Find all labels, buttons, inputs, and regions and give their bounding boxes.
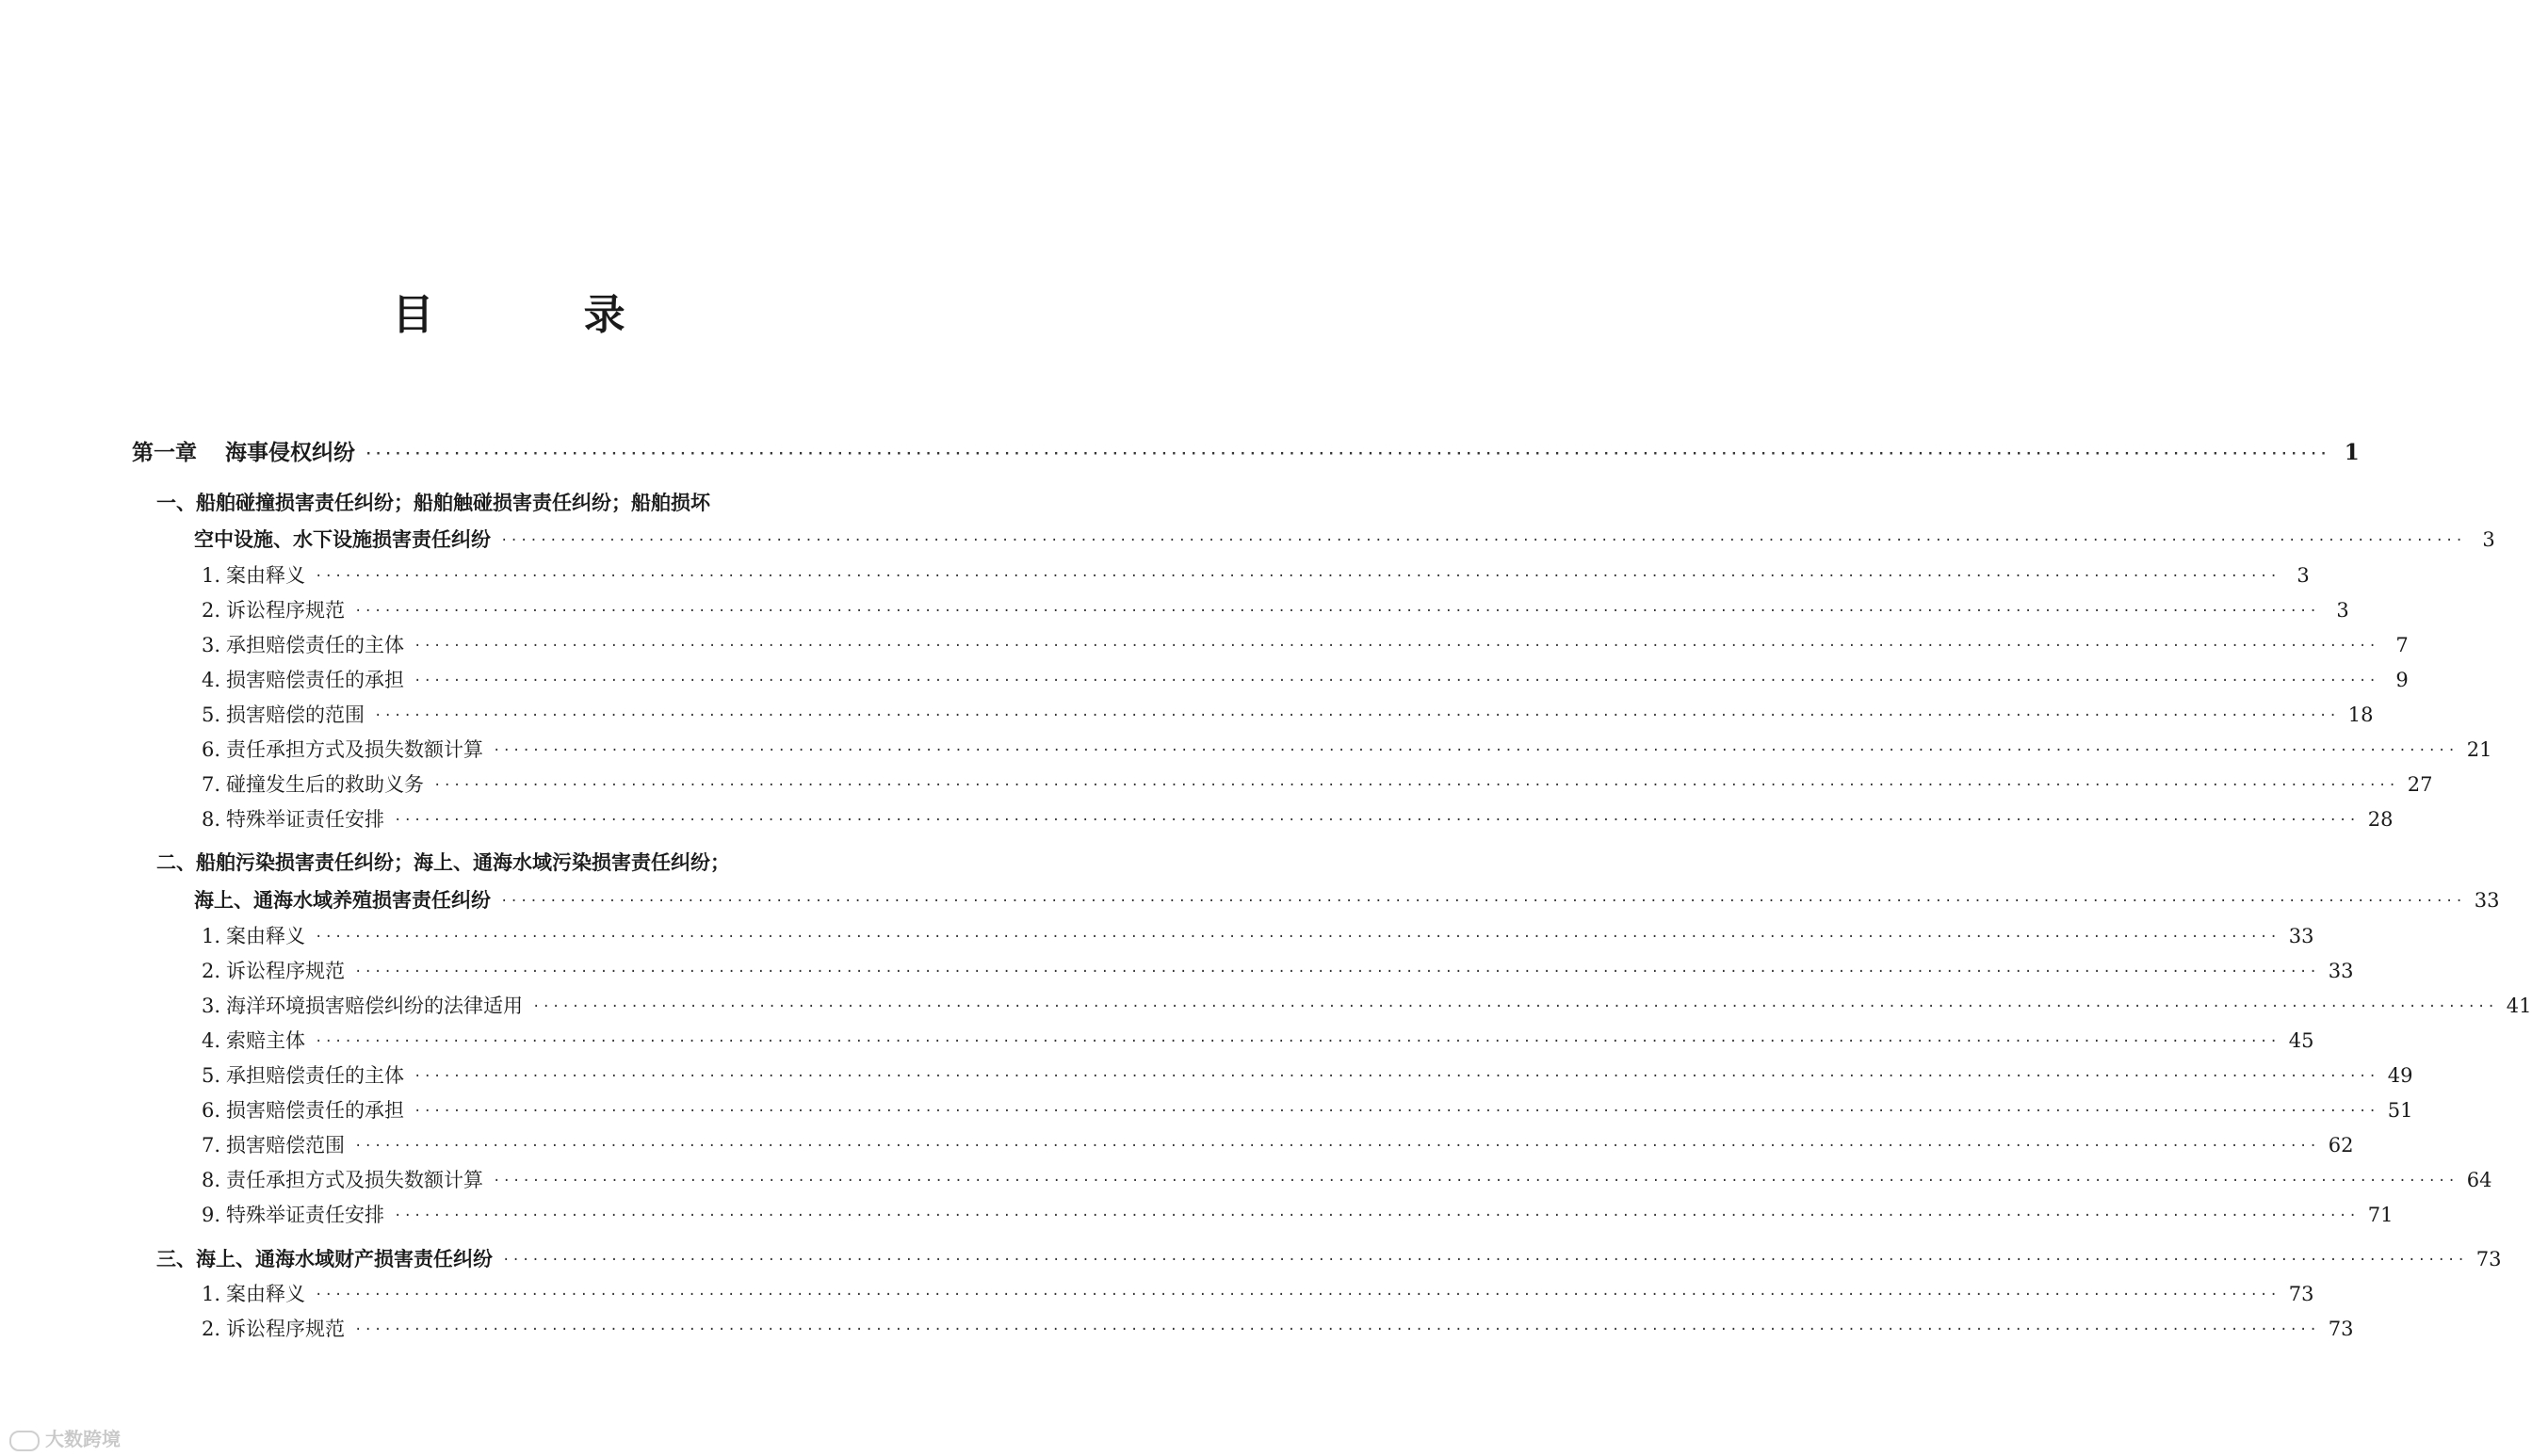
page-number: 33 [2474, 889, 2500, 912]
toc-item[interactable]: 7. 损害赔偿范围 ········································································································································································································ 62 [202, 1134, 2354, 1157]
page-number: 73 [2288, 1283, 2314, 1305]
toc-item[interactable]: 3. 海洋环境损害赔偿纠纷的法律适用 ········································································································································································································ 41 [202, 995, 2532, 1017]
toc-item[interactable]: 1. 案由释义 ········································································································································································································ 73 [202, 1283, 2314, 1305]
toc-item[interactable]: 4. 索赔主体 ········································································································································································································ 45 [202, 1029, 2314, 1052]
page-number: 62 [2328, 1134, 2354, 1157]
toc-item[interactable]: 6. 损害赔偿责任的承担 ········································································································································································································ 51 [202, 1099, 2413, 1122]
leader-dots: ········································································································································································································ [433, 778, 2398, 793]
page-number: 49 [2387, 1064, 2413, 1087]
toc-item[interactable]: 3. 承担赔偿责任的主体 ········································································································································································································ 7 [202, 634, 2409, 656]
toc-item[interactable]: 6. 责任承担方式及损失数额计算 ········································································································································································································ 21 [202, 738, 2492, 761]
toc-item[interactable]: 4. 损害赔偿责任的承担 ········································································································································································································ 9 [202, 669, 2409, 691]
leader-dots: ········································································································································································································ [493, 743, 2458, 758]
page-number: 73 [2475, 1248, 2502, 1270]
leader-dots: ········································································································································································································ [354, 1139, 2319, 1154]
section-1-head: 一、船舶碰撞损害责任纠纷；船舶触碰损害责任纠纷；船舶损坏 [156, 491, 710, 514]
toc-item[interactable]: 1. 案由释义 ········································································································································································································ 3 [202, 564, 2310, 587]
watermark-logo-icon [9, 1431, 40, 1451]
toc-item[interactable]: 7. 碰撞发生后的救助义务 ········································································································································································································ 27 [202, 773, 2433, 796]
page-number: 64 [2466, 1169, 2492, 1191]
leader-dots: ········································································································································································································ [354, 964, 2319, 979]
leader-dots: ········································································································································································································ [374, 708, 2339, 723]
page-number: 3 [2482, 528, 2495, 551]
page-number: 71 [2367, 1204, 2394, 1226]
section-label: 空中设施、水下设施损害责任纠纷 [194, 527, 491, 551]
leader-dots: ········································································································································································································ [354, 604, 2319, 619]
page-number: 18 [2347, 704, 2374, 726]
leader-dots: ········································································································································································································ [315, 1287, 2280, 1302]
page-number: 7 [2395, 634, 2409, 656]
leader-dots: ········································································································································································································ [414, 1069, 2378, 1084]
page-number: 3 [2297, 564, 2310, 587]
leader-dots: ········································································································································································································ [414, 639, 2378, 654]
toc-item[interactable]: 1. 案由释义 ········································································································································································································ 33 [202, 925, 2314, 947]
page-number: 3 [2336, 599, 2349, 622]
section-label: 三、海上、通海水域财产损害责任纠纷 [156, 1247, 493, 1270]
leader-dots: ········································································································································································································ [315, 569, 2280, 584]
leader-dots: ········································································································································································································ [500, 533, 2465, 548]
toc-item[interactable]: 8. 特殊举证责任安排 ········································································································································································································ 28 [202, 808, 2394, 831]
section-2-head: 二、船舶污染损害责任纠纷；海上、通海水域污染损害责任纠纷； [156, 850, 730, 874]
leader-dots: ········································································································································································································ [493, 1173, 2458, 1189]
leader-dots: ········································································································································································································ [354, 1322, 2319, 1337]
leader-dots: ········································································································································································································ [315, 1034, 2280, 1049]
page-number: 9 [2395, 669, 2409, 691]
chapter-label: 第一章 海事侵权纠纷 [132, 440, 355, 465]
leader-dots: ········································································································································································································ [500, 894, 2465, 909]
page-number: 33 [2328, 960, 2354, 982]
page-number: 45 [2288, 1029, 2314, 1052]
page-number: 28 [2367, 808, 2394, 831]
toc-section-3[interactable] [156, 1244, 2502, 1272]
leader-dots: ········································································································································································································ [502, 1253, 2467, 1268]
page-number: 27 [2407, 773, 2433, 796]
leader-dots: ········································································································································································································ [394, 1208, 2359, 1223]
page-number: 41 [2506, 995, 2532, 1017]
page-number: 73 [2328, 1318, 2354, 1340]
leader-dots: ········································································································································································································ [414, 1104, 2378, 1119]
page-number: 51 [2387, 1099, 2413, 1122]
toc-item[interactable]: 5. 损害赔偿的范围 ········································································································································································································ 18 [202, 704, 2374, 726]
toc-item[interactable]: 9. 特殊举证责任安排 ········································································································································································································ 71 [202, 1204, 2394, 1226]
watermark: 大数跨境 [9, 1424, 121, 1451]
toc-item[interactable]: 2. 诉讼程序规范 ········································································································································································································ 33 [202, 960, 2354, 982]
leader-dots: ········································································································································································································ [365, 446, 2329, 461]
toc-item[interactable]: 2. 诉讼程序规范 ········································································································································································································ 73 [202, 1318, 2354, 1340]
page-number: 33 [2288, 925, 2314, 947]
toc-item[interactable]: 8. 责任承担方式及损失数额计算 ········································································································································································································ 64 [202, 1169, 2492, 1191]
toc-section-2[interactable] [194, 885, 2500, 914]
toc-item[interactable]: 2. 诉讼程序规范 ········································································································································································································ 3 [202, 599, 2349, 622]
toc-title: 目 录 [392, 291, 693, 339]
leader-dots: ········································································································································································································ [532, 999, 2497, 1014]
toc-section-1[interactable] [194, 525, 2495, 553]
page-number: 1 [2344, 440, 2360, 465]
leader-dots: ········································································································································································································ [315, 930, 2280, 945]
page-number: 21 [2466, 738, 2492, 761]
toc-chapter-1[interactable] [132, 435, 2360, 466]
leader-dots: ········································································································································································································ [394, 813, 2359, 828]
leader-dots: ········································································································································································································ [414, 673, 2378, 688]
section-label: 海上、通海水域养殖损害责任纠纷 [194, 888, 491, 912]
toc-item[interactable]: 5. 承担赔偿责任的主体 ········································································································································································································ 49 [202, 1064, 2413, 1087]
